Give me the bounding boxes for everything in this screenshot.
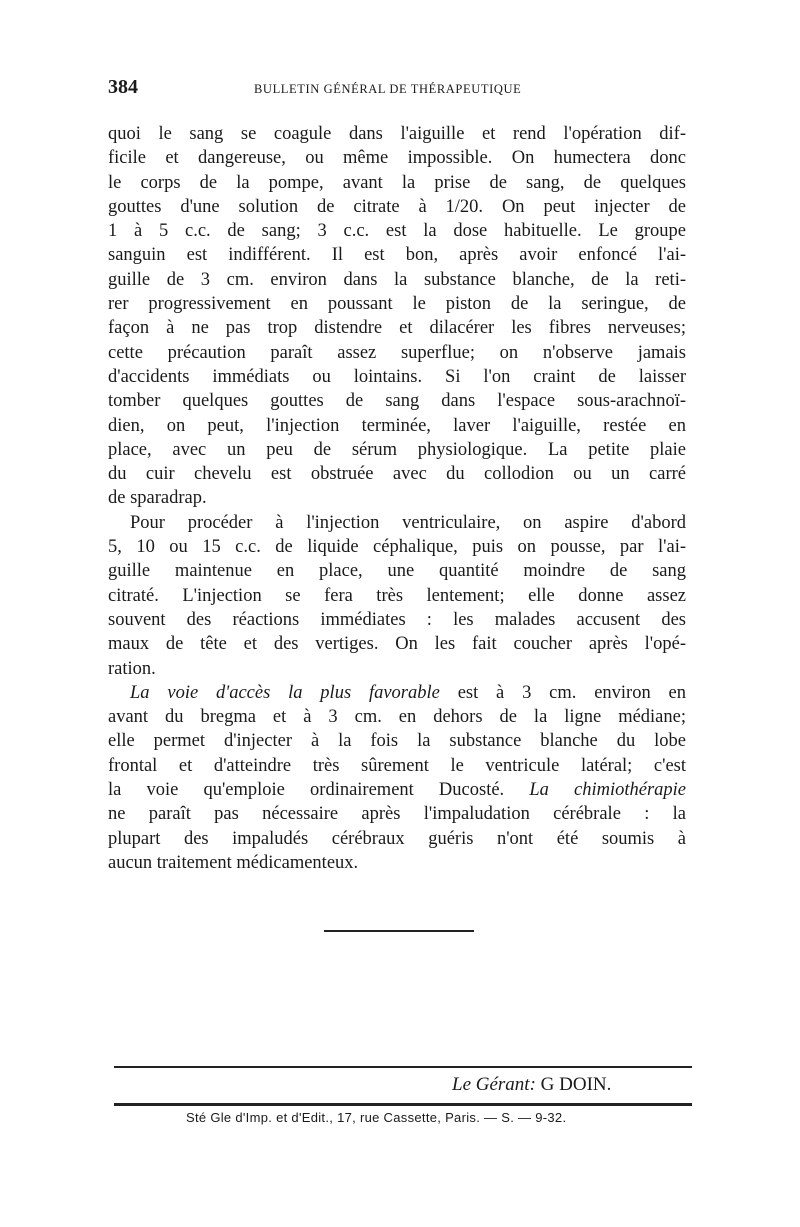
text-line: rer progressivement en poussant le piston de la seringue, de — [108, 294, 686, 315]
text-line: cette précaution paraît assez superflue; on n'observe jamais — [108, 342, 686, 363]
gerant-signature — [452, 1074, 611, 1096]
text-line: maux de tête et des vertiges. On les fait coucher après l'opé- — [108, 634, 686, 655]
text-line: elle permet d'injecter à la fois la substance blanche du lobe — [108, 731, 686, 752]
text-line: tomber quelques gouttes de sang dans l'espace sous-arachnoï- — [108, 391, 686, 412]
text-line: ficile et dangereuse, ou même impossible. On humectera donc — [108, 148, 686, 169]
printer-imprint: Sté Gle d'Imp. et d'Edit., 17, rue Cassette, Paris. — S. — 9-32. — [186, 1110, 567, 1125]
text-line: dien, on peut, l'injection terminée, laver l'aiguille, restée en — [108, 415, 686, 436]
text-run: est à 3 cm. environ en — [439, 682, 686, 703]
text-line: place, avec un peu de sérum physiologique. La petite plaie — [108, 439, 686, 460]
text-line: le corps de la pompe, avant la prise de sang, de quelques — [108, 172, 686, 193]
text-line: citraté. L'injection se fera très lentement; elle donne assez — [108, 585, 686, 606]
section-divider — [324, 930, 474, 932]
page-number: 384 — [108, 76, 138, 98]
text-line: Pour procéder à l'injection ventriculaire, on aspire d'abord — [130, 512, 686, 533]
running-head — [108, 76, 686, 100]
text-line: 1 à 5 c.c. de sang; 3 c.c. est la dose habituelle. Le groupe — [108, 221, 686, 242]
text-line: du cuir chevelu est obstruée avec du collodion ou un carré — [108, 464, 686, 485]
gerant-name: G DOIN. — [535, 1074, 612, 1095]
text-run: la voie qu'emploie ordinairement Ducosté. — [108, 780, 530, 801]
text-line — [108, 778, 686, 802]
text-line: frontal et d'atteindre très sûrement le ventricule latéral; c'est — [108, 755, 686, 776]
journal-title: BULLETIN GÉNÉRAL DE THÉRAPEUTIQUE — [254, 82, 522, 96]
text-line: sanguin est indifférent. Il est bon, après avoir enfoncé l'ai- — [108, 245, 686, 266]
text-line: guille maintenue en place, une quantité moindre de sang — [108, 561, 686, 582]
text-line: gouttes d'une solution de citrate à 1/20. On peut injecter de — [108, 196, 686, 217]
text-line: ration. — [108, 658, 156, 679]
text-line: quoi le sang se coagule dans l'aiguille et rend l'opération dif- — [108, 124, 686, 144]
text-line: souvent des réactions immédiates : les malades accusent des — [108, 609, 686, 630]
text-line — [108, 681, 686, 705]
body-text — [108, 122, 686, 875]
text-line: avant du bregma et à 3 cm. en dehors de la ligne médiane; — [108, 707, 686, 728]
text-line: ne paraît pas nécessaire après l'impaludation cérébrale : la — [108, 804, 686, 825]
italic-phrase: La voie d'accès la plus favorable — [130, 682, 440, 703]
gerant-label: Le Gérant: — [452, 1074, 536, 1095]
text-line: d'accidents immédiats ou lointains. Si l'on craint de laisser — [108, 366, 686, 387]
italic-phrase: La chimiothérapie — [529, 780, 686, 801]
footer-rule-top — [114, 1066, 692, 1068]
text-line: façon à ne pas trop distendre et dilacérer les fibres nerveuses; — [108, 318, 686, 339]
text-line: de sparadrap. — [108, 488, 207, 509]
text-line: guille de 3 cm. environ dans la substance blanche, de la reti- — [108, 269, 686, 290]
text-line: plupart des impaludés cérébraux guéris n'ont été soumis à — [108, 828, 686, 849]
text-line: 5, 10 ou 15 c.c. de liquide céphalique, puis on pousse, par l'ai- — [108, 537, 686, 558]
text-line: aucun traitement médicamenteux. — [108, 852, 359, 873]
footer-rule-bottom — [114, 1103, 692, 1106]
